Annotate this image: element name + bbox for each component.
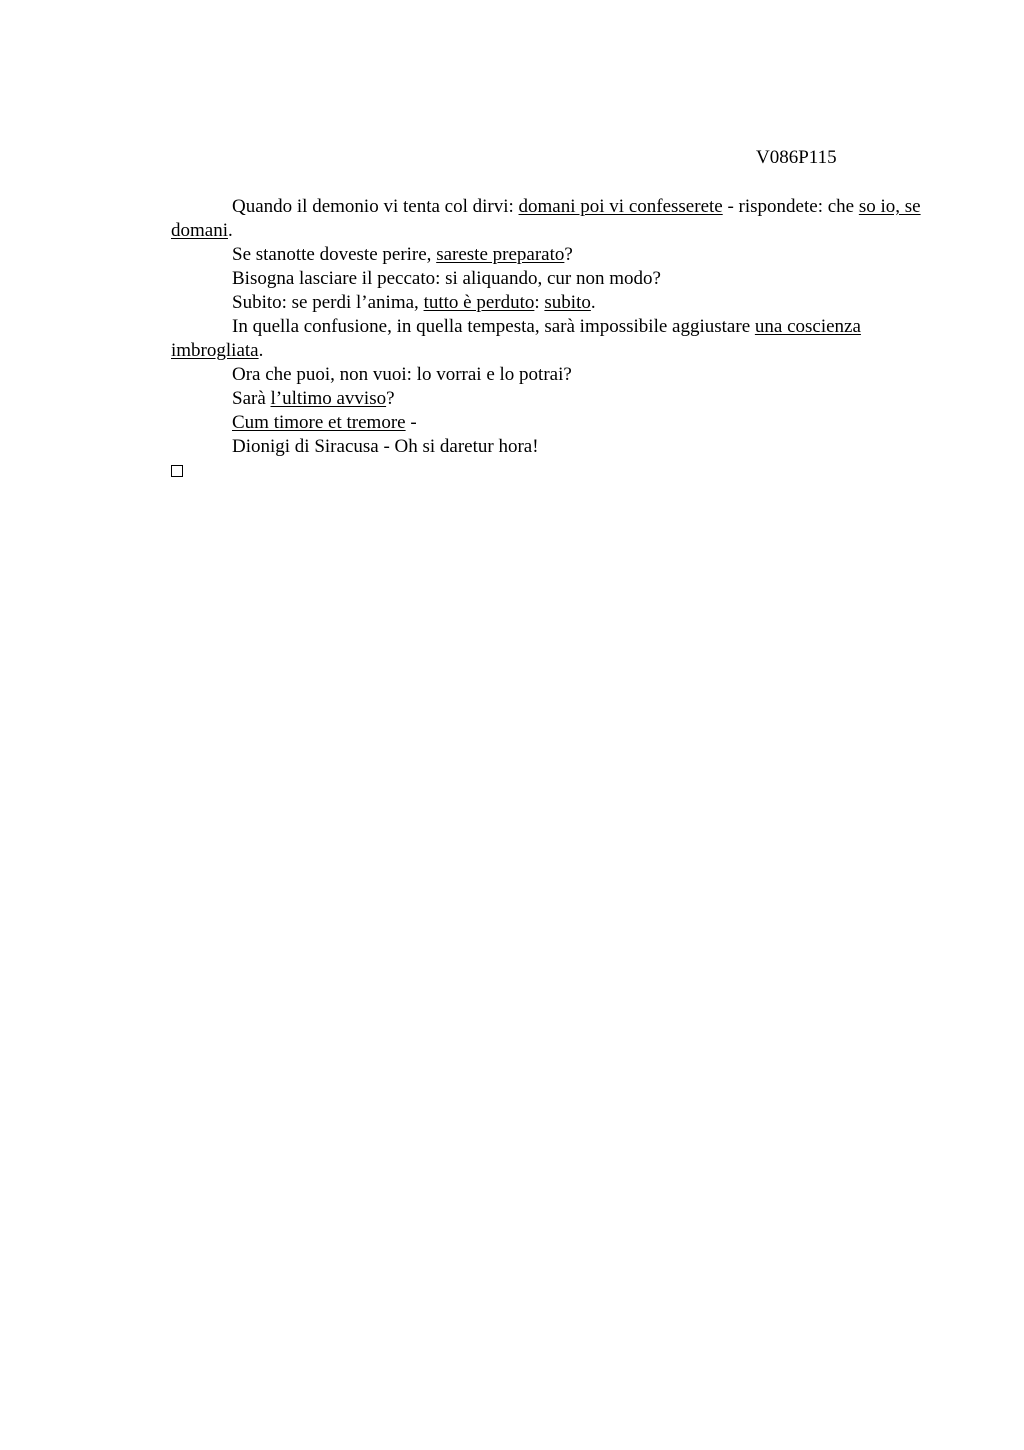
underlined-text: l’ultimo avviso (270, 388, 387, 409)
underlined-text: Cum timore et tremore (232, 412, 406, 433)
text-run: ? (386, 388, 395, 409)
text-run: : (534, 292, 545, 313)
underlined-text: una coscienza imbrogliata (171, 316, 861, 361)
paragraph-9 (171, 435, 923, 459)
paragraph-7 (171, 387, 923, 411)
text-run: - (405, 412, 417, 433)
text-run: Quando il demonio vi tenta col dirvi: (232, 196, 519, 217)
text-run: . (228, 220, 233, 241)
text-run: Bisogna lasciare il peccato: si aliquando, cur non modo? (232, 268, 661, 289)
text-run: - rispondete: che (722, 196, 859, 217)
text-run: Se stanotte doveste perire, (232, 244, 437, 265)
paragraph-5 (171, 315, 923, 363)
text-run: Subito: se perdi l’anima, (232, 292, 424, 313)
underlined-text: sareste preparato (436, 244, 565, 265)
text-run: . (590, 292, 596, 313)
empty-square-icon (171, 465, 183, 477)
document-body (171, 195, 923, 484)
paragraph-2 (171, 243, 923, 267)
paragraph-6 (171, 363, 923, 387)
paragraph-8 (171, 411, 923, 435)
underlined-text: so io, se domani (171, 196, 921, 241)
paragraph-1 (171, 195, 923, 243)
underlined-text: domani poi vi confesserete (518, 196, 723, 217)
paragraph-3 (171, 267, 923, 291)
text-run: Dionigi di Siracusa - Oh si daretur hora! (232, 436, 539, 457)
text-run: In quella confusione, in quella tempesta, sarà impossibile aggiustare (232, 316, 755, 337)
text-run: . (258, 340, 264, 361)
text-run: ? (564, 244, 573, 265)
text-run: Ora che puoi, non vuoi: lo vorrai e lo potrai? (232, 364, 572, 385)
text-run: Sarà (232, 388, 271, 409)
page-identifier: V086P115 (756, 147, 837, 168)
underlined-text: subito (544, 292, 591, 313)
end-mark (171, 459, 923, 484)
paragraph-4 (171, 291, 923, 315)
underlined-text: tutto è perduto (423, 292, 535, 313)
